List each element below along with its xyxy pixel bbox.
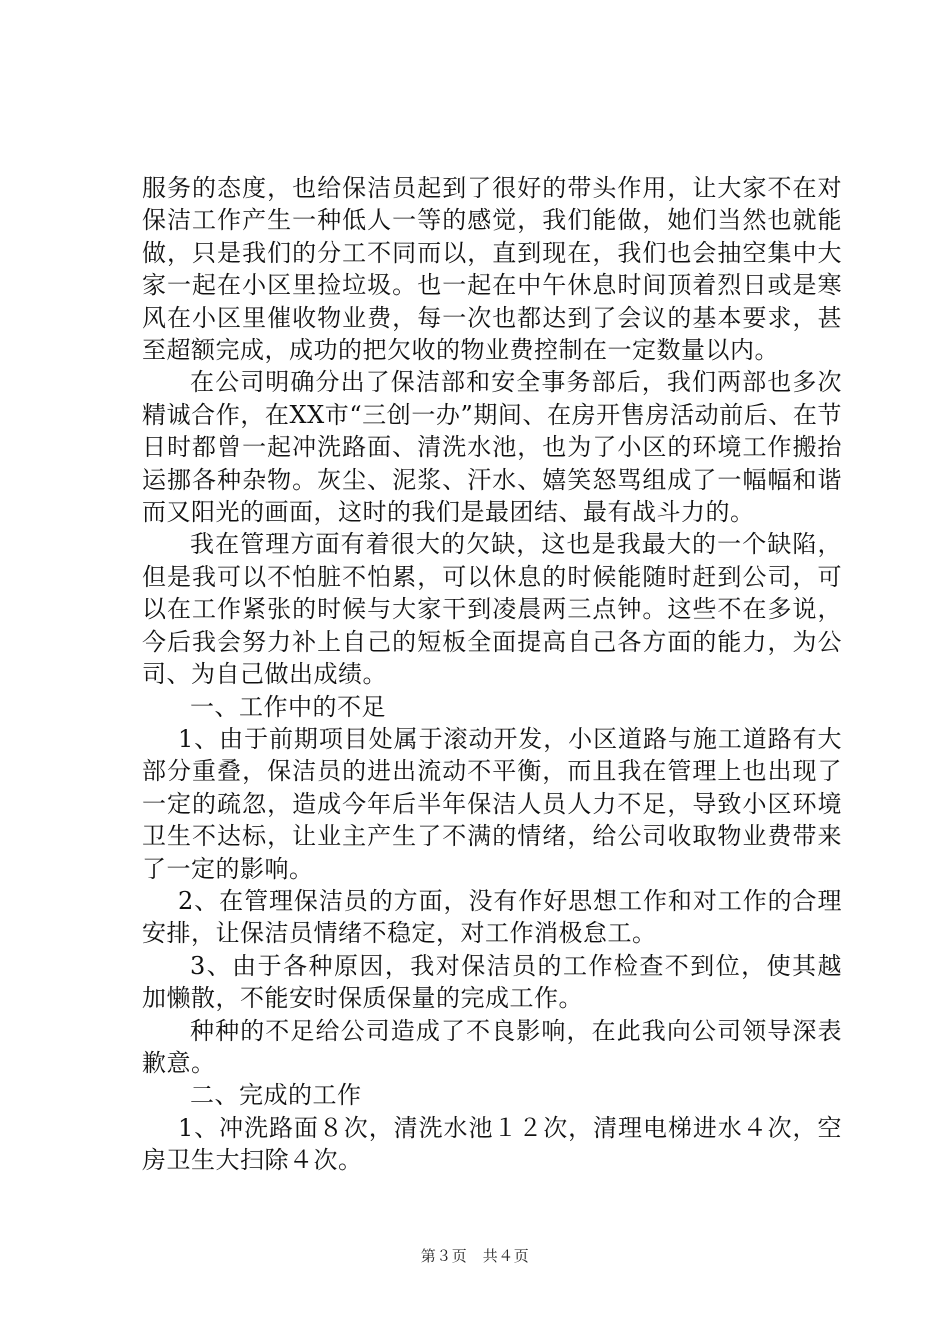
shortcoming-item-2: 2、在管理保洁员的方面，没有作好思想工作和对工作的合理安排，让保洁员情绪不稳定，对工作消极怠工。: [142, 886, 842, 948]
page-number-footer: 第３页 共４页: [420, 1247, 530, 1265]
paragraph-cooperation: 在公司明确分出了保洁部和安全事务部后，我们两部也多次精诚合作，在XX市“三创一办”期间、在房开售房活动前后、在节日时都曾一起冲洗路面、清洗水池，也为了小区的环境工作搬抬运挪各种杂物。灰尘、泥浆、汗水、嬉笑怒骂组成了一幅幅和谐而又阳光的画面，这时的我们是最团结、最有战斗力的。: [142, 368, 842, 527]
completed-item-1: 1、冲洗路面８次，清洗水池１２次，清理电梯进水４次，空房卫生大扫除４次。: [142, 1113, 842, 1175]
shortcoming-item-1: 1、由于前期项目处属于滚动开发，小区道路与施工道路有大部分重叠，保洁员的进出流动不平衡，而且我在管理上也出现了一定的疏忽，造成今年后半年保洁人员人力不足，导致小区环境卫生不达标，让业主产生了不满的情绪，给公司收取物业费带来了一定的影响。: [142, 724, 842, 883]
section-heading-completed-work: 二、完成的工作: [190, 1081, 362, 1110]
document-body: [142, 172, 842, 1177]
paragraph-continuation: 服务的态度，也给保洁员起到了很好的带头作用，让大家不在对保洁工作产生一种低人一等的感觉，我们能做，她们当然也就能做，只是我们的分工不同而以，直到现在，我们也会抽空集中大家一起在小区里捡垃圾。也一起在中午休息时间顶着烈日或是寒风在小区里催收物业费，每一次也都达到了会议的基本要求，甚至超额完成，成功的把欠收的物业费控制在一定数量以内。: [142, 174, 842, 365]
shortcoming-item-3: 3、由于各种原因，我对保洁员的工作检查不到位，使其越加懒散，不能安时保质保量的完成工作。: [142, 951, 842, 1013]
section-heading-shortcomings: 一、工作中的不足: [190, 692, 386, 721]
paragraph-apology: 种种的不足给公司造成了不良影响，在此我向公司领导深表歉意。: [142, 1016, 842, 1077]
paragraph-self-assessment: 我在管理方面有着很大的欠缺，这也是我最大的一个缺陷，但是我可以不怕脏不怕累，可以休息的时候能随时赶到公司，可以在工作紧张的时候与大家干到凌晨两三点钟。这些不在多说，今后我会努力补上自己的短板全面提高自己各方面的能力，为公司、为自己做出成绩。: [142, 530, 842, 689]
